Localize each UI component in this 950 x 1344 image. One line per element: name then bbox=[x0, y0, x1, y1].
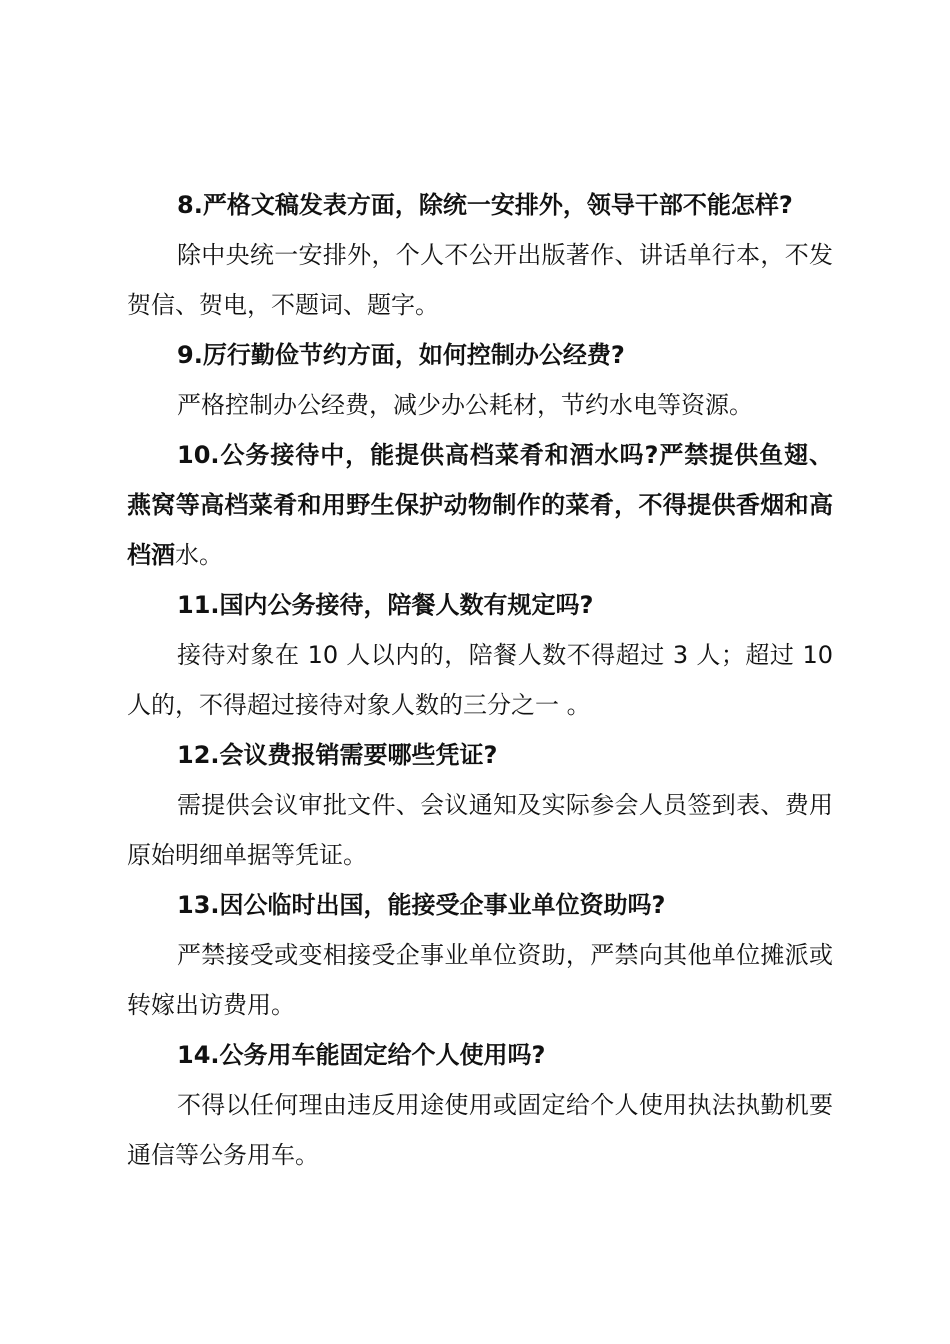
answer-8: 除中央统一安排外，个人不公开出版著作、讲话单行本，不发贺信、贺电，不题词、题字。 bbox=[127, 241, 833, 319]
question-9: 9.厉行勤俭节约方面，如何控制办公经费? bbox=[177, 341, 625, 369]
question-10: 10.公务接待中，能提供高档菜肴和酒水吗?严禁提供鱼翅、燕窝等高档菜肴和用野生保护动物制作的菜肴，不得提供香烟和高档酒 bbox=[127, 441, 833, 569]
document-body bbox=[127, 180, 833, 1180]
answer-14: 不得以任何理由违反用途使用或固定给个人使用执法执勤机要通信等公务用车。 bbox=[127, 1091, 833, 1169]
answer-10-tail: 水。 bbox=[175, 541, 223, 569]
question-answer-10 bbox=[127, 430, 833, 580]
question-12: 12.会议费报销需要哪些凭证? bbox=[177, 741, 498, 769]
question-14: 14.公务用车能固定给个人使用吗? bbox=[177, 1041, 546, 1069]
question-11: 11.国内公务接待，陪餐人数有规定吗? bbox=[177, 591, 594, 619]
question-8: 8.严格文稿发表方面，除统一安排外，领导干部不能怎样? bbox=[177, 191, 793, 219]
answer-11: 接待对象在 10 人以内的，陪餐人数不得超过 3 人；超过 10 人的，不得超过接待对象人数的三分之一 。 bbox=[127, 641, 833, 719]
answer-12: 需提供会议审批文件、会议通知及实际参会人员签到表、费用原始明细单据等凭证。 bbox=[127, 791, 833, 869]
answer-13: 严禁接受或变相接受企事业单位资助，严禁向其他单位摊派或转嫁出访费用。 bbox=[127, 941, 833, 1019]
answer-9: 严格控制办公经费，减少办公耗材，节约水电等资源。 bbox=[177, 391, 753, 419]
question-13: 13.因公临时出国，能接受企事业单位资助吗? bbox=[177, 891, 666, 919]
